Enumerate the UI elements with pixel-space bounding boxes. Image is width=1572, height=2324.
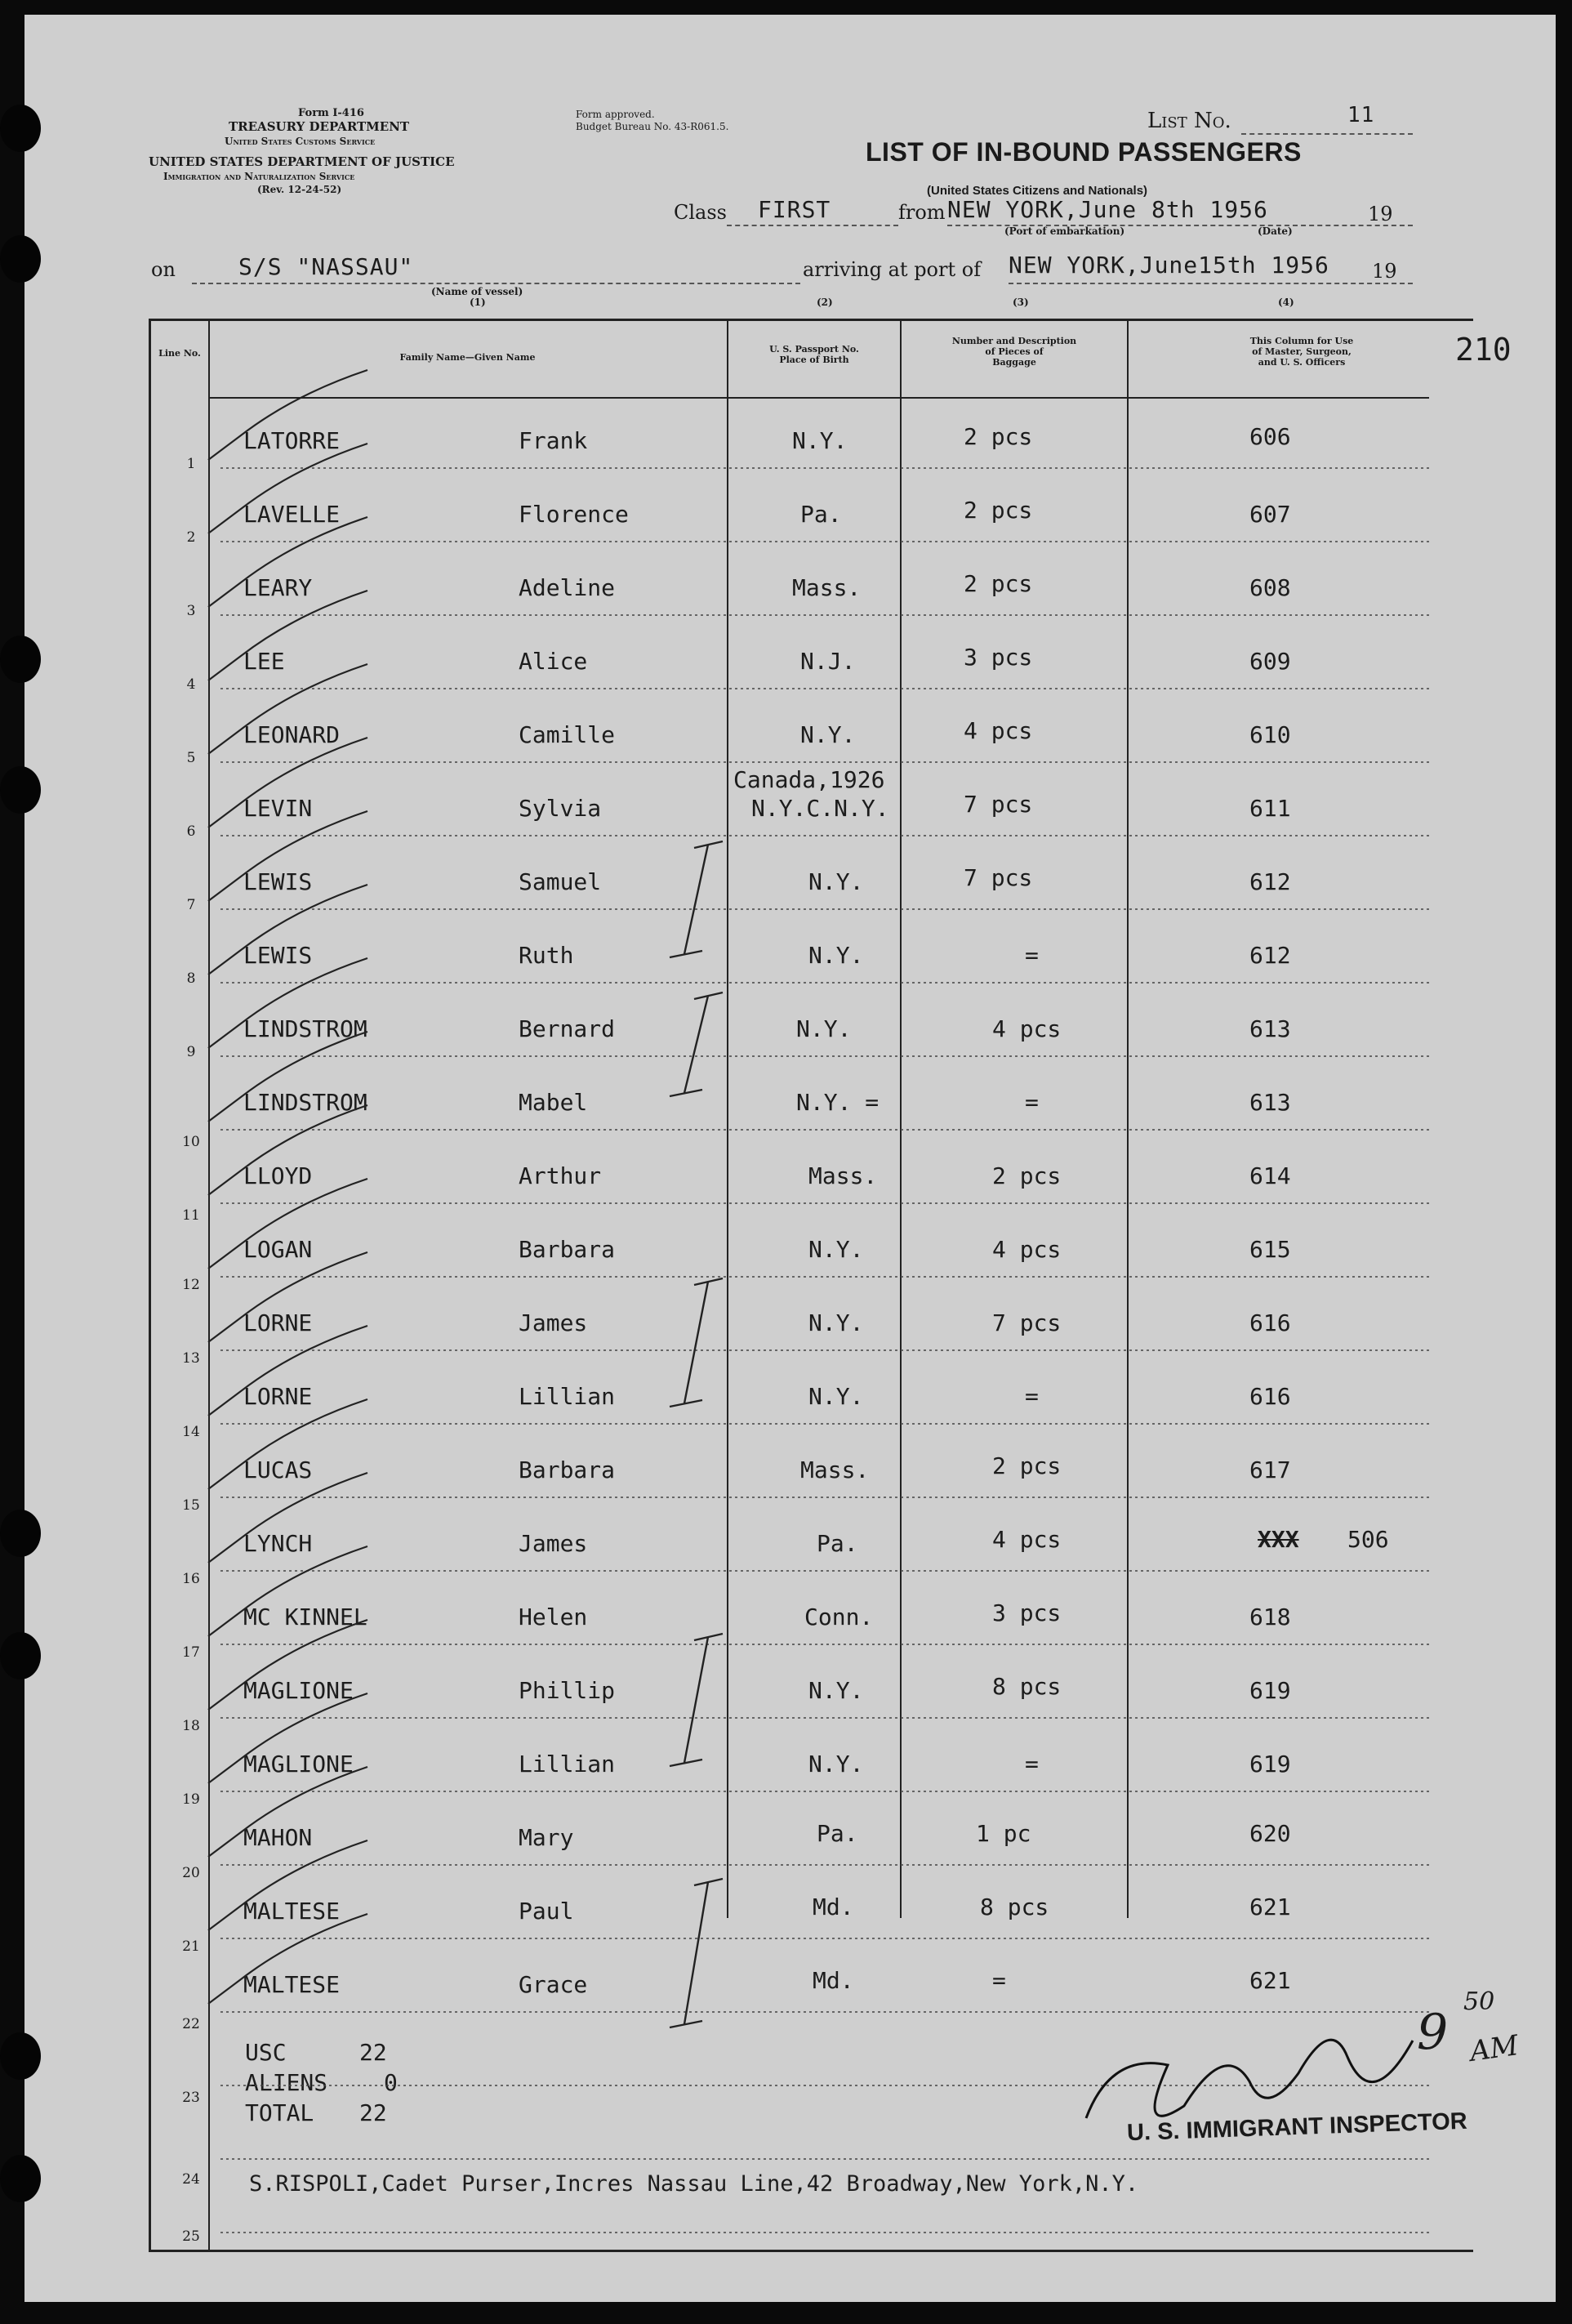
given-name: Mabel (519, 1089, 588, 1116)
passenger-manifest-page (24, 15, 1556, 2302)
place-of-birth: N.Y. (808, 1236, 864, 1263)
family-name: LEE (243, 648, 285, 675)
col-header-name: Family Name—Given Name (399, 352, 536, 363)
officer-number: 609 (1249, 648, 1291, 675)
family-bracket-mark (670, 1879, 723, 2027)
officer-number: 621 (1249, 1894, 1291, 1920)
passport-header-line1: U. S. Passport No. (769, 344, 859, 355)
given-name: Arthur (519, 1162, 602, 1189)
baggage: = (1025, 1089, 1039, 1116)
family-bracket-mark (670, 841, 723, 957)
list-number-value: 11 (1347, 103, 1375, 127)
line-number: 20 (182, 1865, 200, 1881)
officer-number: 621 (1249, 1967, 1291, 1994)
line-number: 4 (186, 676, 196, 693)
officer-number: 619 (1249, 1677, 1291, 1704)
form-title: LIST OF IN-BOUND PASSENGERS (866, 137, 1302, 167)
officer-number: 608 (1249, 574, 1291, 601)
place-of-birth: Conn. (804, 1604, 874, 1630)
check-mark (208, 1620, 367, 1710)
place-of-birth: N.Y. (808, 1309, 864, 1336)
family-name: LORNE (243, 1309, 313, 1336)
baggage: 7 pcs (992, 1309, 1062, 1336)
check-mark (208, 738, 367, 827)
port-embarkation-caption: (Port of embarkation) (1004, 225, 1125, 237)
baggage: 4 pcs (992, 1526, 1062, 1553)
officer-number: 618 (1249, 1604, 1291, 1630)
justice-department: UNITED STATES DEPARTMENT OF JUSTICE (149, 154, 455, 169)
on-label: on (151, 258, 176, 281)
place-of-birth: Pa. (800, 501, 842, 528)
officer-number: 612 (1249, 868, 1291, 895)
arriving-label: arriving at port of (803, 258, 982, 281)
baggage: = (1025, 1383, 1039, 1410)
check-mark (208, 811, 367, 901)
check-mark (208, 664, 367, 754)
line-number: 18 (182, 1718, 200, 1734)
from-value: NEW YORK,June 8th 1956 (947, 196, 1268, 223)
place-of-birth: N.Y. (808, 1751, 864, 1778)
aliens-value: 0 (384, 2069, 398, 2096)
given-name: Adeline (519, 574, 616, 601)
place-of-birth: Pa. (817, 1820, 858, 1847)
officer-number: 610 (1249, 721, 1291, 748)
place-of-birth: N.Y.C.N.Y. (751, 795, 889, 822)
given-name: James (519, 1530, 588, 1557)
baggage: 2 pcs (964, 423, 1033, 450)
revision-date: (Rev. 12-24-52) (257, 184, 342, 195)
purser-line: S.RISPOLI,Cadet Purser,Incres Nassau Line,42 Broadway,New York,N.Y. (249, 2171, 1139, 2197)
baggage: 7 pcs (964, 791, 1033, 818)
class-label: Class (674, 201, 727, 224)
officer-number: 607 (1249, 501, 1291, 528)
officer-number: 612 (1249, 942, 1291, 969)
line-number: 8 (186, 970, 196, 987)
line-number: 15 (182, 1497, 200, 1514)
place-of-birth: Mass. (792, 574, 862, 601)
usc-label: USC (245, 2039, 287, 2066)
list-number-label: List No. (1147, 109, 1231, 133)
given-name: Ruth (519, 942, 574, 969)
check-mark (208, 1326, 367, 1416)
place-of-birth: N.Y. (792, 427, 848, 454)
given-name: Bernard (519, 1015, 616, 1042)
page-number: 210 (1455, 332, 1512, 368)
line-number: 7 (186, 897, 196, 913)
inspector-time-ampm: AM (1467, 2029, 1521, 2068)
officer-number: 615 (1249, 1236, 1291, 1263)
baggage: = (992, 1967, 1006, 1994)
line-number: 22 (182, 2016, 200, 2032)
officer-number: 616 (1249, 1383, 1291, 1410)
check-mark (208, 1767, 367, 1857)
officer-number: 616 (1249, 1309, 1291, 1336)
place-of-birth: N.Y. (808, 942, 864, 969)
baggage: 3 pcs (964, 644, 1033, 671)
family-name: LOGAN (243, 1236, 313, 1263)
baggage: 4 pcs (964, 717, 1033, 744)
place-of-birth: N.Y. (800, 721, 856, 748)
place-of-birth: Pa. (817, 1530, 858, 1557)
check-mark (208, 1032, 367, 1122)
line-number: 24 (182, 2171, 200, 2188)
officers-header-line3: and U. S. Officers (1258, 357, 1346, 368)
given-name: Lillian (519, 1383, 616, 1410)
officer-number: 620 (1249, 1820, 1291, 1847)
family-name: MAGLIONE (243, 1677, 354, 1704)
baggage-header-line1: Number and Description (951, 336, 1077, 346)
inspector-label: U. S. IMMIGRANT INSPECTOR (1126, 2108, 1468, 2147)
handwritten-marks (24, 15, 1556, 2302)
inspector-signature (1086, 2040, 1413, 2118)
family-name: LUCAS (243, 1456, 313, 1483)
family-name: LAVELLE (243, 501, 341, 528)
arriving-value: NEW YORK,June15th 1956 (1009, 252, 1329, 279)
check-mark (208, 1179, 367, 1269)
col4-number: (4) (1278, 297, 1294, 308)
baggage: 7 pcs (964, 864, 1033, 891)
given-name: Samuel (519, 868, 602, 895)
given-name: Barbara (519, 1456, 616, 1483)
place-of-birth: Mass. (808, 1162, 878, 1189)
date-caption: (Date) (1258, 225, 1293, 237)
baggage: = (1025, 942, 1039, 969)
place-of-birth: N.Y. (808, 1383, 864, 1410)
place-of-birth: N.Y. (808, 1677, 864, 1704)
check-mark (208, 370, 367, 460)
family-name: MAHON (243, 1824, 313, 1851)
place-of-birth: N.Y. (808, 868, 864, 895)
col-header-line-no: Line No. (158, 348, 201, 359)
line-number: 9 (186, 1044, 196, 1060)
from-year-suffix: 19 (1368, 203, 1393, 225)
arriving-year-suffix: 19 (1372, 260, 1397, 283)
line-number: 5 (186, 750, 196, 766)
officer-number: 506 (1347, 1526, 1389, 1553)
officer-number: 613 (1249, 1089, 1291, 1116)
col3-number: (3) (1013, 297, 1029, 308)
baggage: 8 pcs (992, 1673, 1062, 1700)
inspector-time-minutes: 50 (1463, 1987, 1495, 2016)
vessel-caption-num: (1) (470, 297, 486, 308)
customs-service: United States Customs Service (225, 136, 376, 147)
place-of-birth: N.Y. (796, 1015, 852, 1042)
line-number: 14 (182, 1424, 200, 1440)
baggage: 3 pcs (992, 1599, 1062, 1626)
given-name: Mary (519, 1824, 574, 1851)
baggage-header-line2: of Pieces of (985, 346, 1044, 357)
baggage: 2 pcs (992, 1452, 1062, 1479)
family-name: LEARY (243, 574, 313, 601)
passport-header-line2: Place of Birth (779, 355, 849, 365)
check-mark (208, 444, 367, 533)
officer-number: 606 (1249, 423, 1291, 450)
family-bracket-mark (670, 992, 723, 1096)
given-name: James (519, 1309, 588, 1336)
given-name: Grace (519, 1971, 588, 1998)
baggage: 2 pcs (964, 570, 1033, 597)
budget-bureau: Budget Bureau No. 43-R061.5. (576, 121, 729, 132)
treasury-department: TREASURY DEPARTMENT (229, 119, 410, 134)
line-number: 2 (186, 529, 196, 546)
line-number: 19 (182, 1791, 200, 1808)
aliens-label: ALIENS (245, 2069, 328, 2096)
line-number: 10 (182, 1134, 200, 1150)
family-name: MALTESE (243, 1971, 341, 1998)
line-number: 12 (182, 1277, 200, 1293)
line-number: 16 (182, 1571, 200, 1587)
check-mark (208, 1252, 367, 1342)
given-name: Alice (519, 648, 588, 675)
family-bracket-mark (670, 1278, 723, 1407)
family-name: LINDSTROM (243, 1089, 367, 1116)
baggage-header-line3: Baggage (992, 357, 1036, 368)
family-name: LLOYD (243, 1162, 313, 1189)
family-name: LATORRE (243, 427, 341, 454)
line-number: 1 (186, 456, 196, 472)
line-number: 23 (182, 2090, 200, 2106)
officer-number: 611 (1249, 795, 1291, 822)
baggage: 8 pcs (980, 1894, 1049, 1920)
baggage: 4 pcs (992, 1015, 1062, 1042)
check-mark (208, 1399, 367, 1489)
family-name: MALTESE (243, 1898, 341, 1925)
vessel-caption: (Name of vessel) (431, 286, 523, 297)
line-number: 13 (182, 1350, 200, 1367)
given-name: Camille (519, 721, 616, 748)
officer-number: 619 (1249, 1751, 1291, 1778)
check-mark (208, 1473, 367, 1563)
baggage: 2 pcs (964, 497, 1033, 524)
family-name: LORNE (243, 1383, 313, 1410)
family-name: LYNCH (243, 1530, 313, 1557)
col2-number: (2) (817, 297, 833, 308)
given-name: Paul (519, 1898, 574, 1925)
place-of-birth: N.Y. = (796, 1089, 880, 1116)
class-value: FIRST (758, 196, 831, 223)
officer-number: 617 (1249, 1456, 1291, 1483)
officer-number: 614 (1249, 1162, 1291, 1189)
given-name: Phillip (519, 1677, 616, 1704)
baggage: = (1025, 1751, 1039, 1778)
family-name: MAGLIONE (243, 1751, 354, 1778)
check-mark (208, 958, 367, 1048)
family-name: LINDSTROM (243, 1015, 367, 1042)
place-of-birth: Mass. (800, 1456, 870, 1483)
check-mark (208, 885, 367, 975)
line-number: 25 (182, 2228, 200, 2245)
baggage: 1 pc (976, 1820, 1031, 1847)
given-name: Helen (519, 1604, 588, 1630)
levin-birth-note: Canada,1926 (733, 766, 885, 793)
family-name: LEONARD (243, 721, 341, 748)
given-name: Sylvia (519, 795, 602, 822)
form-number: Form I-416 (298, 107, 364, 119)
check-mark (208, 1546, 367, 1636)
lynch-struck-number: XXX (1258, 1526, 1299, 1553)
officers-header-line1: This Column for Use (1249, 336, 1354, 346)
line-number: 21 (182, 1938, 200, 1955)
check-mark (208, 1693, 367, 1783)
total-value: 22 (359, 2099, 387, 2126)
line-number: 17 (182, 1644, 200, 1661)
check-mark (208, 1105, 367, 1195)
family-name: LEVIN (243, 795, 313, 822)
family-bracket-mark (670, 1634, 723, 1766)
place-of-birth: N.J. (800, 648, 856, 675)
vessel-name: S/S "NASSAU" (238, 253, 414, 280)
place-of-birth: Md. (813, 1967, 854, 1994)
family-name: LEWIS (243, 868, 313, 895)
line-number: 6 (186, 823, 196, 840)
officer-number: 613 (1249, 1015, 1291, 1042)
given-name: Lillian (519, 1751, 616, 1778)
line-number: 3 (186, 603, 196, 619)
check-mark (208, 1914, 367, 2004)
place-of-birth: Md. (813, 1894, 854, 1920)
given-name: Frank (519, 427, 588, 454)
family-name: LEWIS (243, 942, 313, 969)
inspector-time-hour: 9 (1417, 2004, 1449, 2061)
baggage: 4 pcs (992, 1236, 1062, 1263)
officers-header-line2: of Master, Surgeon, (1252, 346, 1352, 357)
from-label: from (898, 201, 946, 224)
immigration-service: Immigration and Naturalization Service (163, 171, 355, 182)
given-name: Florence (519, 501, 629, 528)
check-mark (208, 517, 367, 607)
form-approved: Form approved. (576, 109, 655, 120)
total-label: TOTAL (245, 2099, 314, 2126)
usc-value: 22 (359, 2039, 387, 2066)
given-name: Barbara (519, 1236, 616, 1263)
baggage: 2 pcs (992, 1162, 1062, 1189)
line-number: 11 (182, 1207, 200, 1224)
form-subtitle: (United States Citizens and Nationals) (927, 184, 1148, 198)
check-mark (208, 1840, 367, 1930)
check-mark (208, 591, 367, 680)
family-name: MC KINNEL (243, 1604, 367, 1630)
